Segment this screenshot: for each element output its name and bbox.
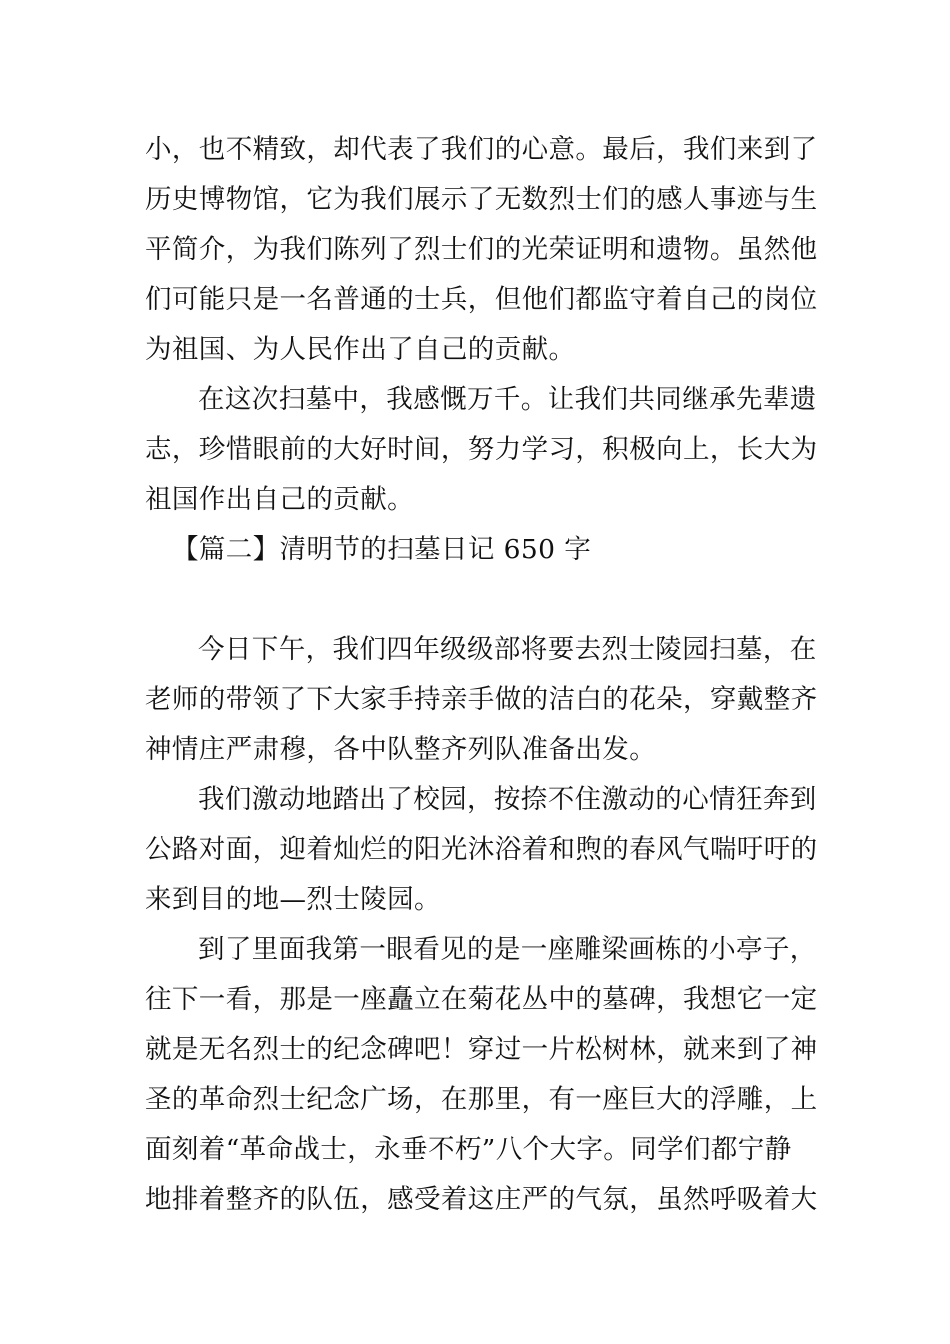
- text-line: 就是无名烈士的纪念碑吧！穿过一片松树林，就来到了神: [145, 1034, 818, 1065]
- text-line: 往下一看，那是一座矗立在菊花丛中的墓碑，我想它一定: [145, 984, 818, 1015]
- text-line: 公路对面，迎着灿烂的阳光沐浴着和煦的春风气喘吁吁的: [145, 834, 818, 865]
- text-line: 志，珍惜眼前的大好时间，努力学习，积极向上，长大为: [145, 434, 818, 465]
- text-line: 来到目的地—烈士陵园。: [145, 884, 441, 915]
- text-line: 圣的革命烈士纪念广场，在那里，有一座巨大的浮雕，上: [145, 1084, 818, 1115]
- text-line: 祖国作出自己的贡献。: [145, 484, 414, 515]
- text-line: 为祖国、为人民作出了自己的贡献。: [145, 334, 576, 365]
- text-line: 历史博物馆，它为我们展示了无数烈士们的感人事迹与生: [145, 184, 818, 215]
- text-line: 平简介，为我们陈列了烈士们的光荣证明和遗物。虽然他: [145, 234, 818, 265]
- text-line: 面刻着“革命战士，永垂不朽”八个大字。同学们都宁静: [145, 1134, 792, 1165]
- section-heading: 【篇二】清明节的扫墓日记 650 字: [172, 534, 592, 565]
- text-line: 地排着整齐的队伍，感受着这庄严的气氛，虽然呼吸着大: [145, 1184, 818, 1215]
- paragraph-first-line: 到了里面我第一眼看见的是一座雕梁画栋的小亭子，: [198, 934, 817, 965]
- text-line: 小，也不精致，却代表了我们的心意。最后，我们来到了: [145, 134, 818, 165]
- paragraph-first-line: 在这次扫墓中，我感慨万千。让我们共同继承先辈遗: [198, 384, 817, 415]
- text-line: 神情庄严肃穆，各中队整齐列队准备出发。: [145, 734, 657, 765]
- text-line: 老师的带领了下大家手持亲手做的洁白的花朵，穿戴整齐: [145, 684, 818, 715]
- paragraph-first-line: 我们激动地踏出了校园，按捺不住激动的心情狂奔到: [198, 784, 817, 815]
- text-line: 们可能只是一名普通的士兵，但他们都监守着自己的岗位: [145, 284, 818, 315]
- paragraph-first-line: 今日下午，我们四年级级部将要去烈士陵园扫墓，在: [198, 634, 817, 665]
